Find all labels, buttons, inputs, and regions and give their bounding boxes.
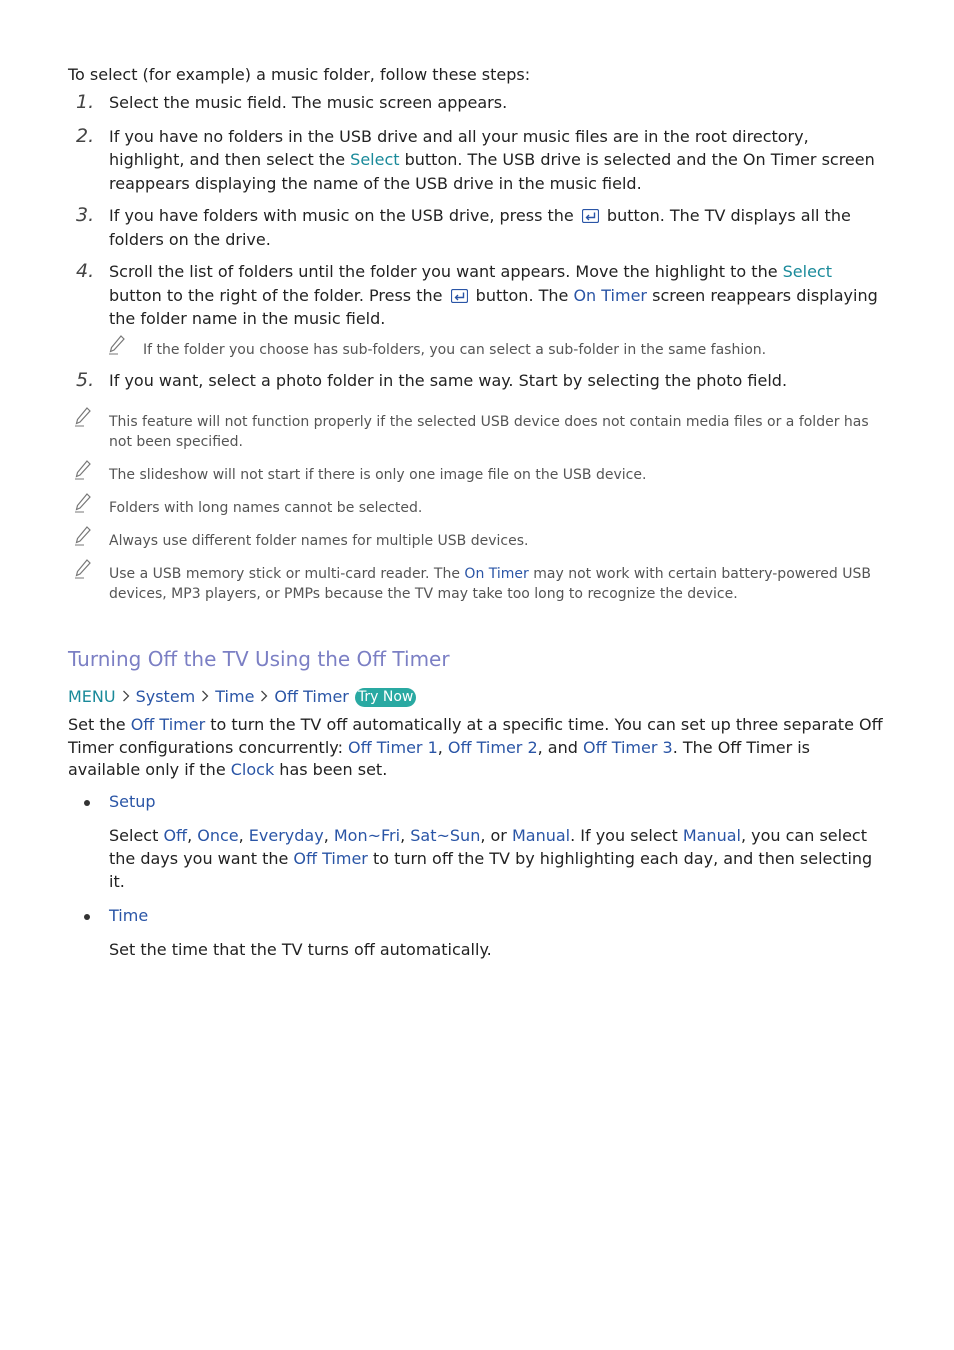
option-everyday: Everyday xyxy=(248,825,324,845)
bullet-time xyxy=(68,905,886,927)
select-term: Select xyxy=(782,262,832,281)
desc-text: Select xyxy=(109,825,164,845)
step-number: 3. xyxy=(76,204,95,226)
enter-key-icon xyxy=(582,209,599,223)
desc-text: to turn off the TV by highlighting each day, and then selecting it. xyxy=(109,848,873,891)
step-1 xyxy=(68,91,886,115)
para-text: Set the xyxy=(68,715,131,734)
breadcrumb-item-system[interactable]: System xyxy=(135,687,196,706)
step-2 xyxy=(68,125,886,196)
step-text: If you have no folders in the USB drive and all your music files are in the root directory, highlight, and then select the xyxy=(109,126,809,169)
pencil-note-icon xyxy=(74,526,92,546)
off-timer-3-term: Off Timer 3 xyxy=(582,737,673,757)
pencil-note-icon xyxy=(74,460,92,480)
step-text: button to the right of the folder. Press the xyxy=(109,285,448,305)
option-sat-sun: Sat~Sun xyxy=(410,825,481,845)
step-text: If you want, select a photo folder in the same way. Start by selecting the photo field. xyxy=(109,370,788,390)
note-item xyxy=(68,465,886,485)
desc-text: , you can select the days you want the xyxy=(109,825,867,868)
on-timer-term: On Timer xyxy=(573,285,648,305)
para-text: to turn the TV off automatically at a specific time. You can set up three separate Off Timer configurations concurrently: xyxy=(68,715,883,757)
step-text: Select the music field. The music screen appears. xyxy=(109,93,508,112)
desc-text: , xyxy=(238,825,249,845)
off-timer-2-term: Off Timer 2 xyxy=(447,737,538,757)
note-item xyxy=(68,564,886,604)
bullet-dot xyxy=(84,800,90,806)
breadcrumb-item-time[interactable]: Time xyxy=(215,687,255,706)
chevron-right-icon xyxy=(122,686,130,708)
option-once: Once xyxy=(197,825,239,845)
setup-label: Setup xyxy=(109,791,156,811)
step-number: 5. xyxy=(76,368,95,391)
para-text: . The Off Timer is available only if the xyxy=(68,737,811,779)
note-item xyxy=(68,412,886,452)
para-text: , and xyxy=(537,737,583,757)
note-text: This feature will not function properly if the selected USB device does not contain media files or a folder has not been specified. xyxy=(109,414,869,450)
breadcrumb xyxy=(68,686,886,708)
pencil-note-icon xyxy=(74,407,92,427)
desc-text: , xyxy=(323,825,334,845)
note-text: Use a USB memory stick or multi-card reader. The xyxy=(109,566,465,582)
desc-text: , or xyxy=(480,825,512,845)
time-description: Set the time that the TV turns off automatically. xyxy=(109,939,492,959)
section-paragraph xyxy=(68,714,886,782)
option-off: Off xyxy=(163,825,188,845)
step-text: button. The USB drive is selected and the On Timer screen reappears displaying the name of the USB drive in the music field. xyxy=(109,150,875,193)
sub-note xyxy=(68,340,886,360)
breadcrumb-item-menu[interactable]: MENU xyxy=(68,687,116,706)
step-5 xyxy=(68,369,886,393)
pencil-note-icon xyxy=(74,559,92,579)
enter-key-icon xyxy=(451,289,468,303)
option-manual: Manual xyxy=(511,825,571,845)
step-text: button. The xyxy=(470,285,574,305)
note-item xyxy=(68,498,886,518)
note-item xyxy=(68,531,886,551)
desc-text: , xyxy=(187,825,198,845)
note-text: Folders with long names cannot be selected. xyxy=(109,500,423,516)
step-text: button. The TV displays all the folders on the drive. xyxy=(109,206,851,249)
desc-text: , xyxy=(400,825,411,845)
on-timer-term: On Timer xyxy=(464,566,529,582)
time-label: Time xyxy=(109,905,149,925)
pencil-note-icon xyxy=(74,493,92,513)
bullet-dot xyxy=(84,914,90,920)
setup-description xyxy=(68,824,886,893)
select-term: Select xyxy=(350,150,400,169)
chevron-right-icon xyxy=(260,686,268,708)
step-number: 4. xyxy=(76,260,95,282)
breadcrumb-item-off-timer[interactable]: Off Timer xyxy=(274,687,349,706)
section-title: Turning Off the TV Using the Off Timer xyxy=(68,647,450,671)
para-text: has been set. xyxy=(274,760,388,779)
document-page xyxy=(68,64,886,961)
desc-text: . If you select xyxy=(570,825,683,845)
step-text: If you have folders with music on the USB drive, press the xyxy=(109,206,579,225)
note-text: The slideshow will not start if there is only one image file on the USB device. xyxy=(109,467,647,483)
notes-list xyxy=(68,412,886,604)
note-text: may not work with certain battery-powered USB devices, MP3 players, or PMPs because the TV may take too long to recognize the device. xyxy=(109,566,871,602)
para-text: , xyxy=(437,737,448,757)
step-text: Scroll the list of folders until the folder you want appears. Move the highlight to the xyxy=(109,262,783,281)
step-number: 1. xyxy=(76,91,95,113)
try-now-button[interactable]: Try Now xyxy=(355,688,416,707)
off-timer-term: Off Timer xyxy=(130,715,206,734)
off-timer-term: Off Timer xyxy=(293,848,368,868)
off-timer-1-term: Off Timer 1 xyxy=(348,737,438,757)
step-4 xyxy=(68,260,886,331)
option-mon-fri: Mon~Fri xyxy=(333,825,401,845)
bullet-setup xyxy=(68,791,886,813)
steps-list xyxy=(68,91,886,392)
manual-term: Manual xyxy=(682,825,741,845)
pencil-note-icon xyxy=(108,335,126,355)
step-text: screen reappears displaying the folder name in the music field. xyxy=(109,285,878,328)
chevron-right-icon xyxy=(201,686,209,708)
step-number: 2. xyxy=(76,124,95,147)
intro-text: To select (for example) a music folder, follow these steps: xyxy=(68,65,531,84)
note-text: If the folder you choose has sub-folders, you can select a sub-folder in the same fashion. xyxy=(143,341,767,358)
note-text: Always use different folder names for multiple USB devices. xyxy=(109,533,529,549)
clock-term: Clock xyxy=(230,760,275,779)
step-3 xyxy=(68,204,886,251)
